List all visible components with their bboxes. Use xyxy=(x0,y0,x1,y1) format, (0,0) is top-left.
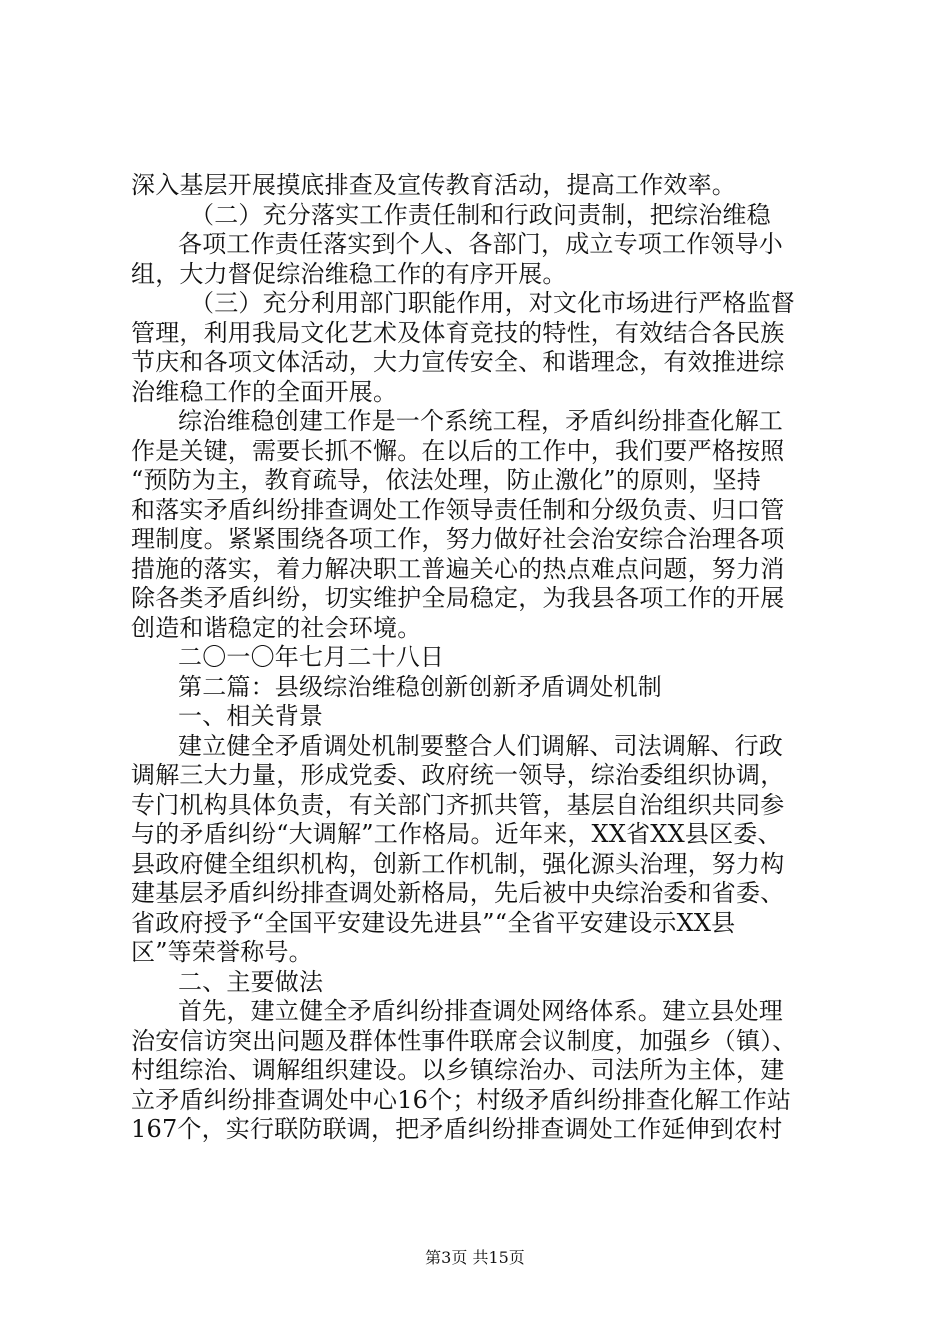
text-line: 节庆和各项文体活动，大力宣传安全、和谐理念，有效推进综 xyxy=(131,348,785,376)
text-line: 区”等荣誉称号。 xyxy=(131,938,313,966)
date-line: 二〇一〇年七月二十八日 xyxy=(178,643,445,671)
text-line: 首先，建立健全矛盾纠纷排查调处网络体系。建立县处理 xyxy=(178,997,783,1025)
text-line: 综治维稳创建工作是一个系统工程，矛盾纠纷排查化解工 xyxy=(178,407,783,435)
section-heading: 二、主要做法 xyxy=(178,967,324,996)
text-line: 作是关键，需要长抓不懈。在以后的工作中，我们要严格按照 xyxy=(131,436,785,465)
text-line: 和落实矛盾纠纷排查调处工作领导责任制和分级负责、归口管 xyxy=(131,495,785,524)
text-line: 治安信访突出问题及群体性事件联席会议制度，加强乡（镇）、 xyxy=(131,1026,797,1055)
text-line: 村组综治、调解组织建设。以乡镇综治办、司法所为主体，建 xyxy=(131,1056,785,1084)
text-line: 管理，利用我局文化艺术及体育竞技的特性，有效结合各民族 xyxy=(131,318,785,347)
text-line: 各项工作责任落实到个人、各部门，成立专项工作领导小 xyxy=(178,230,783,258)
text-line: 措施的落实，着力解决职工普遍关心的热点难点问题，努力消 xyxy=(131,554,785,583)
page-number-footer: 第3页 共15页 xyxy=(425,1248,525,1267)
text-line: （二）充分落实工作责任制和行政问责制，把综治维稳 xyxy=(190,200,771,229)
text-line: 创造和谐稳定的社会环境。 xyxy=(131,613,422,642)
text-line: 县政府健全组织机构，创新工作机制，强化源头治理，努力构 xyxy=(131,849,785,878)
section-heading: 一、相关背景 xyxy=(178,702,324,730)
section-title: 第二篇：县级综治维稳创新创新矛盾调处机制 xyxy=(178,672,662,701)
text-line: 除各类矛盾纠纷，切实维护全局稳定，为我县各项工作的开展 xyxy=(131,584,785,612)
text-line: 167个，实行联防联调，把矛盾纠纷排查调处工作延伸到农村 xyxy=(131,1115,783,1143)
document-body xyxy=(131,171,831,1145)
text-line: 深入基层开展摸底排查及宣传教育活动，提高工作效率。 xyxy=(131,171,736,199)
text-line: 组，大力督促综治维稳工作的有序开展。 xyxy=(131,259,567,288)
text-line: 建立健全矛盾调处机制要整合人们调解、司法调解、行政 xyxy=(178,731,783,760)
text-line: 与的矛盾纠纷“大调解”工作格局。近年来，XX省XX县区委、 xyxy=(131,820,782,848)
text-line: 建基层矛盾纠纷排查调处新格局，先后被中央综治委和省委、 xyxy=(131,879,785,907)
text-line: 省政府授予“全国平安建设先进县”“全省平安建设示XX县 xyxy=(131,908,736,937)
text-line: 理制度。紧紧围绕各项工作，努力做好社会治安综合治理各项 xyxy=(131,525,785,553)
text-line: 专门机构具体负责，有关部门齐抓共管，基层自治组织共同参 xyxy=(131,790,785,819)
text-line: 立矛盾纠纷排查调处中心16个；村级矛盾纠纷排查化解工作站 xyxy=(131,1085,792,1114)
text-line: （三）充分利用部门职能作用，对文化市场进行严格监督 xyxy=(190,289,795,317)
text-line: 治维稳工作的全面开展。 xyxy=(131,377,398,406)
text-line: “预防为主，教育疏导，依法处理，防止激化”的原则，坚持 xyxy=(131,466,761,494)
text-line: 调解三大力量，形成党委、政府统一领导，综治委组织协调， xyxy=(131,761,785,789)
